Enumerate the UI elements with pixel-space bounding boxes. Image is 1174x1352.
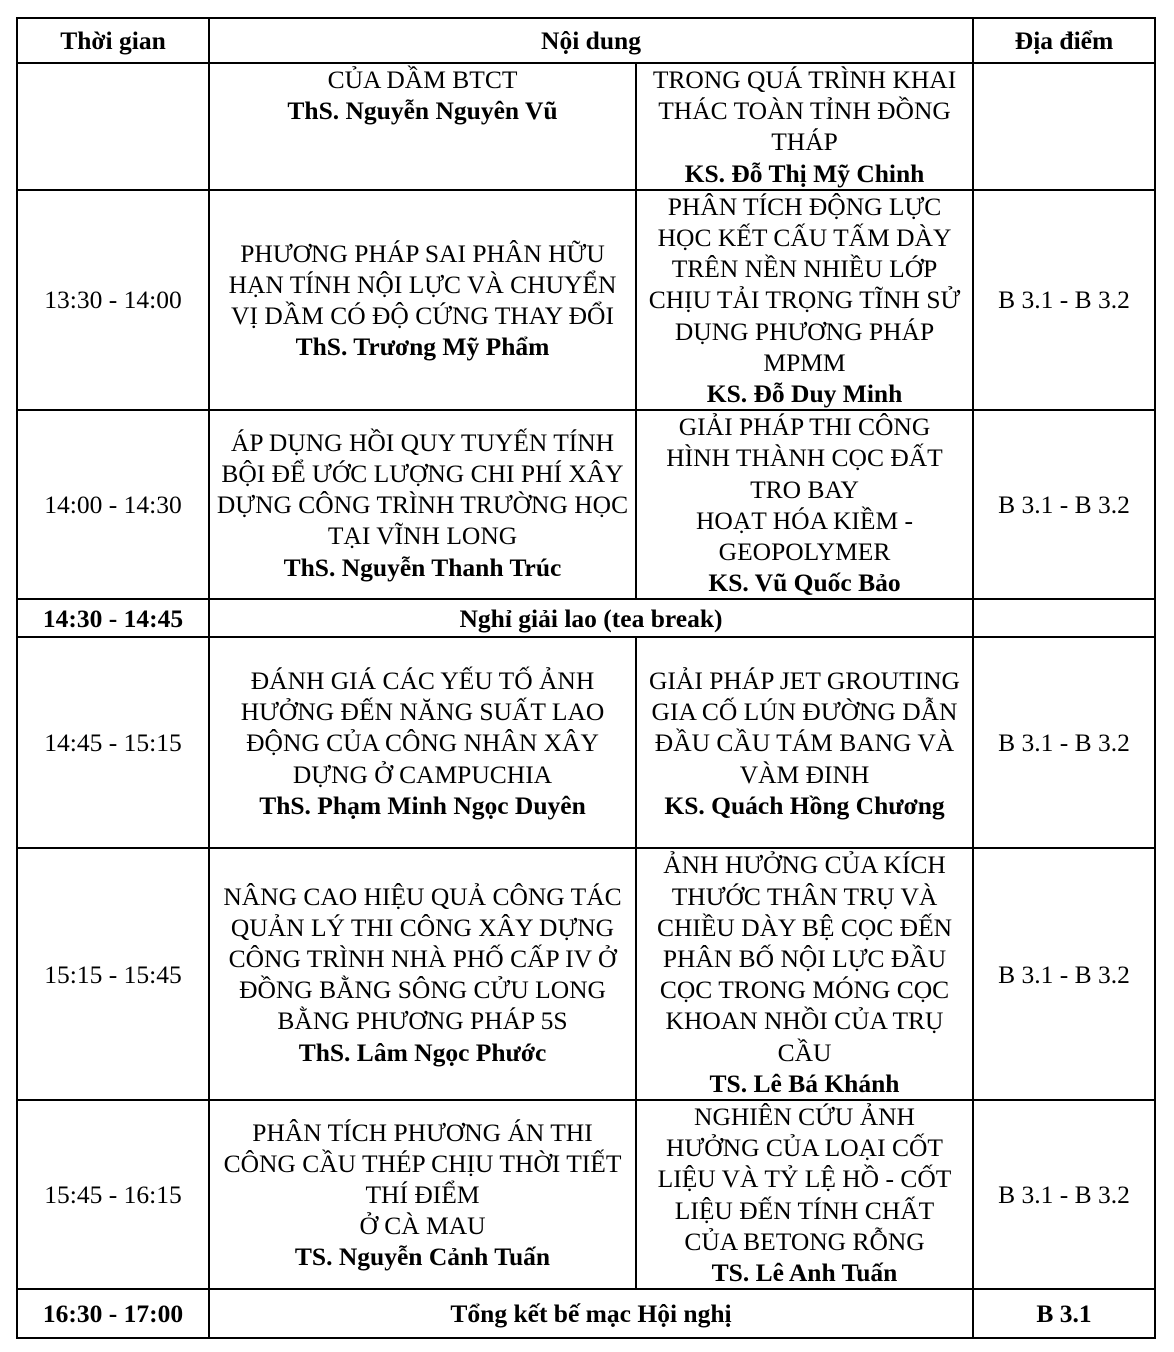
paper-author: TS. Lê Anh Tuấn (711, 1258, 898, 1288)
table-row (17, 1100, 1155, 1289)
closing-location: B 3.1 (973, 1289, 1155, 1338)
right-paper-cell (636, 1100, 973, 1289)
paper-title: ĐÁNH GIÁ CÁC YẾU TỐ ẢNH HƯỞNG ĐẾN NĂNG SUẤT LAO ĐỘNG CỦA CÔNG NHÂN XÂY DỰNG Ở CAMPUCHIA (240, 665, 605, 789)
paper-author: TS. Nguyễn Cảnh Tuấn (294, 1242, 551, 1272)
left-paper-cell (209, 848, 636, 1100)
paper-title-line-2: HOẠT HÓA KIỀM - GEOPOLYMER (696, 505, 913, 567)
table-row (17, 848, 1155, 1100)
paper-title: TRONG QUÁ TRÌNH KHAI THÁC TOÀN TỈNH ĐỒNG THÁP (652, 65, 957, 157)
table-row (17, 410, 1155, 599)
location-cell: B 3.1 - B 3.2 (973, 848, 1155, 1100)
paper-title: NGHIÊN CỨU ẢNH HƯỞNG CỦA LOẠI CỐT LIỆU VÀ TỶ LỆ HỒ - CỐT LIỆU ĐẾN TÍNH CHẤT CỦA BETONG RỖNG (657, 1102, 952, 1256)
paper-author: KS. Quách Hồng Chương (664, 790, 945, 820)
break-label: Nghỉ giải lao (tea break) (209, 599, 973, 637)
right-paper-cell (636, 410, 973, 599)
paper-title: PHÂN TÍCH ĐỘNG LỰC HỌC KẾT CẤU TẤM DÀY TRÊN NỀN NHIỀU LỚP CHỊU TẢI TRỌNG TĨNH SỬ DỤNG PHƯƠNG PHÁP MPMM (648, 191, 961, 377)
closing-time: 16:30 - 17:00 (17, 1289, 209, 1338)
paper-title: PHƯƠNG PHÁP SAI PHÂN HỮU HẠN TÍNH NỘI LỰC VÀ CHUYỂN VỊ DẦM CÓ ĐỘ CỨNG THAY ĐỔI (228, 238, 617, 331)
paper-author: ThS. Nguyễn Thanh Trúc (283, 552, 562, 582)
time-cell: 14:00 - 14:30 (17, 410, 209, 599)
header-row (17, 18, 1155, 63)
paper-title: ÁP DỤNG HỒI QUY TUYẾN TÍNH BỘI ĐỂ ƯỚC LƯỢNG CHI PHÍ XÂY DỰNG CÔNG TRÌNH TRƯỜNG HỌC TẠI VĨNH LONG (216, 427, 629, 551)
header-content: Nội dung (209, 18, 973, 63)
paper-title: ẢNH HƯỞNG CỦA KÍCH THƯỚC THÂN TRỤ VÀ CHIỀU DÀY BỆ CỌC ĐẾN PHÂN BỐ NỘI LỰC ĐẦU CỌC TRONG MÓNG CỌC KHOAN NHỒI CỦA TRỤ CẦU (656, 850, 953, 1067)
time-cell: 14:45 - 15:15 (17, 637, 209, 848)
location-cell: B 3.1 - B 3.2 (973, 1100, 1155, 1289)
left-paper-cell (209, 410, 636, 599)
time-cell: 15:45 - 16:15 (17, 1100, 209, 1289)
paper-title-line-2: Ở CÀ MAU (359, 1211, 486, 1241)
paper-author: KS. Đỗ Duy Minh (706, 379, 903, 409)
paper-title: CỦA DẦM BTCT (327, 65, 518, 94)
right-paper-cell (636, 63, 973, 190)
paper-title: GIẢI PHÁP THI CÔNG HÌNH THÀNH CỌC ĐẤT TRO BAY (666, 412, 943, 504)
paper-title: PHÂN TÍCH PHƯƠNG ÁN THI CÔNG CẦU THÉP CHỊU THỜI TIẾT THÍ ĐIỂM (223, 1117, 622, 1210)
right-paper-cell (636, 848, 973, 1100)
schedule-table (16, 17, 1156, 1339)
paper-author: ThS. Trương Mỹ Phẩm (295, 332, 550, 362)
paper-author: KS. Vũ Quốc Bảo (708, 568, 901, 598)
time-cell: 15:15 - 15:45 (17, 848, 209, 1100)
table-row (17, 63, 1155, 190)
header-time: Thời gian (17, 18, 209, 63)
break-time: 14:30 - 14:45 (17, 599, 209, 637)
table-row (17, 190, 1155, 410)
paper-title: NÂNG CAO HIỆU QUẢ CÔNG TÁC QUẢN LÝ THI CÔNG XÂY DỰNG CÔNG TRÌNH NHÀ PHỐ CẤP IV Ở ĐỒNG BẰNG SÔNG CỬU LONG BẰNG PHƯƠNG PHÁP 5S (223, 881, 622, 1036)
left-paper-cell (209, 190, 636, 410)
left-paper-cell (209, 1100, 636, 1289)
table-row (17, 637, 1155, 848)
location-cell: B 3.1 - B 3.2 (973, 410, 1155, 599)
time-cell: 13:30 - 14:00 (17, 190, 209, 410)
paper-author: ThS. Nguyễn Nguyên Vũ (287, 96, 558, 126)
left-paper-cell (209, 63, 636, 190)
break-row (17, 599, 1155, 637)
left-paper-cell (209, 637, 636, 848)
paper-author: KS. Đỗ Thị Mỹ Chinh (684, 158, 925, 188)
right-paper-cell (636, 190, 973, 410)
closing-row (17, 1289, 1155, 1338)
right-paper-cell (636, 637, 973, 848)
paper-author: TS. Lê Bá Khánh (709, 1068, 900, 1098)
paper-author: ThS. Phạm Minh Ngọc Duyên (259, 790, 586, 820)
closing-label: Tổng kết bế mạc Hội nghị (209, 1289, 973, 1338)
time-cell (17, 63, 209, 190)
location-cell: B 3.1 - B 3.2 (973, 637, 1155, 848)
paper-title: GIẢI PHÁP JET GROUTING GIA CỐ LÚN ĐƯỜNG DẪN ĐẦU CẦU TÁM BANG VÀ VÀM ĐINH (649, 665, 960, 789)
location-cell: B 3.1 - B 3.2 (973, 190, 1155, 410)
header-location: Địa điểm (973, 18, 1155, 63)
location-cell (973, 63, 1155, 190)
break-location (973, 599, 1155, 637)
paper-author: ThS. Lâm Ngọc Phước (298, 1037, 547, 1067)
